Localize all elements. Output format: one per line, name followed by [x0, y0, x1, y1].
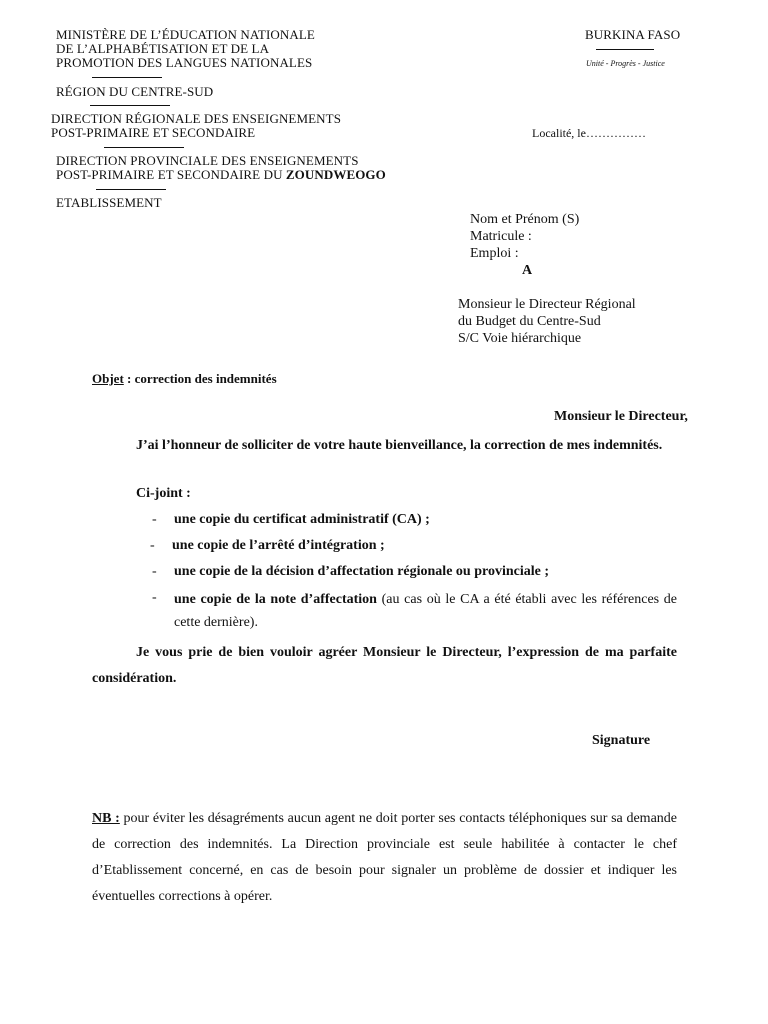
place-date: Localité, le…………… — [532, 126, 646, 140]
separator-rule — [92, 77, 162, 78]
attachment-text: une copie de la décision d’affectation régionale ou provinciale ; — [174, 564, 549, 579]
attachment-item — [152, 564, 549, 580]
list-dash: - — [150, 538, 155, 553]
nb-text: pour éviter les désagréments aucun agent ne doit porter ses contacts téléphoniques sur sa demande de correction des indemnités. La Direction provinciale est seule habilitée à contacter le chef d’Etablissement concerné, en cas de besoin pour signaler un problème de dossier et indiquer les éventuelles corrections à opérer. — [92, 811, 677, 904]
subject-label: Objet — [92, 371, 124, 386]
list-dash: - — [152, 564, 157, 579]
subject-text: : correction des indemnités — [123, 371, 277, 386]
attachment-item — [150, 538, 385, 554]
regional-direction-line-2: POST-PRIMAIRE ET SECONDAIRE — [51, 125, 256, 140]
to-marker: A — [522, 263, 533, 278]
nb-label: NB : — [92, 811, 120, 826]
sender-matricule-line: Matricule : — [470, 229, 532, 244]
salutation: Monsieur le Directeur, — [554, 409, 688, 424]
attachment-text: une copie du certificat administratif (CA) ; — [174, 512, 430, 527]
ministry-line-2: DE L’ALPHABÉTISATION ET DE LA — [56, 41, 270, 56]
attachment-text: une copie de l’arrêté d’intégration ; — [172, 538, 385, 553]
ministry-line-3: PROMOTION DES LANGUES NATIONALES — [56, 55, 313, 70]
attachment-text: une copie de la note d’affectation — [174, 592, 377, 607]
establishment-label: ETABLISSEMENT — [56, 195, 162, 210]
attachment-item-dash: - — [152, 590, 157, 605]
attachment-item — [152, 512, 430, 528]
body-paragraph: J’ai l’honneur de solliciter de votre haute bienveillance, la correction de mes indemnités. — [136, 438, 663, 453]
signature-label: Signature — [592, 733, 651, 748]
recipient-line-1: Monsieur le Directeur Régional — [458, 297, 636, 312]
subject-line — [92, 371, 277, 387]
provincial-direction-prefix: POST-PRIMAIRE ET SECONDAIRE DU — [56, 167, 286, 182]
separator-rule — [90, 105, 170, 106]
recipient-line-3: S/C Voie hiérarchique — [458, 331, 582, 346]
attachment-item-last — [174, 588, 677, 634]
regional-direction-line-1: DIRECTION RÉGIONALE DES ENSEIGNEMENTS — [51, 111, 342, 126]
list-dash: - — [152, 512, 157, 527]
province-name: ZOUNDWEOGO — [285, 167, 386, 182]
separator-rule — [96, 189, 166, 190]
country-name: BURKINA FASO — [585, 27, 681, 42]
closing-paragraph: Je vous prie de bien vouloir agréer Monsieur le Directeur, l’expression de ma parfaite considération. — [92, 645, 677, 686]
recipient-line-2: du Budget du Centre-Sud — [458, 314, 601, 329]
provincial-direction-line-2 — [56, 168, 386, 182]
provincial-direction-line-1: DIRECTION PROVINCIALE DES ENSEIGNEMENTS — [56, 153, 359, 168]
attachment-note: (au cas où le CA a été établi avec les références de cette dernière). — [174, 592, 677, 630]
region-name: RÉGION DU CENTRE-SUD — [56, 84, 214, 99]
attachments-label: Ci-joint : — [136, 486, 191, 501]
sender-name-line: Nom et Prénom (S) — [470, 212, 580, 227]
national-motto: Unité - Progrès - Justice — [586, 59, 665, 68]
separator-rule — [104, 147, 184, 148]
separator-rule — [596, 49, 654, 50]
ministry-line-1: MINISTÈRE DE L’ÉDUCATION NATIONALE — [56, 27, 315, 42]
sender-job-line: Emploi : — [470, 246, 519, 261]
nb-note — [92, 806, 677, 910]
